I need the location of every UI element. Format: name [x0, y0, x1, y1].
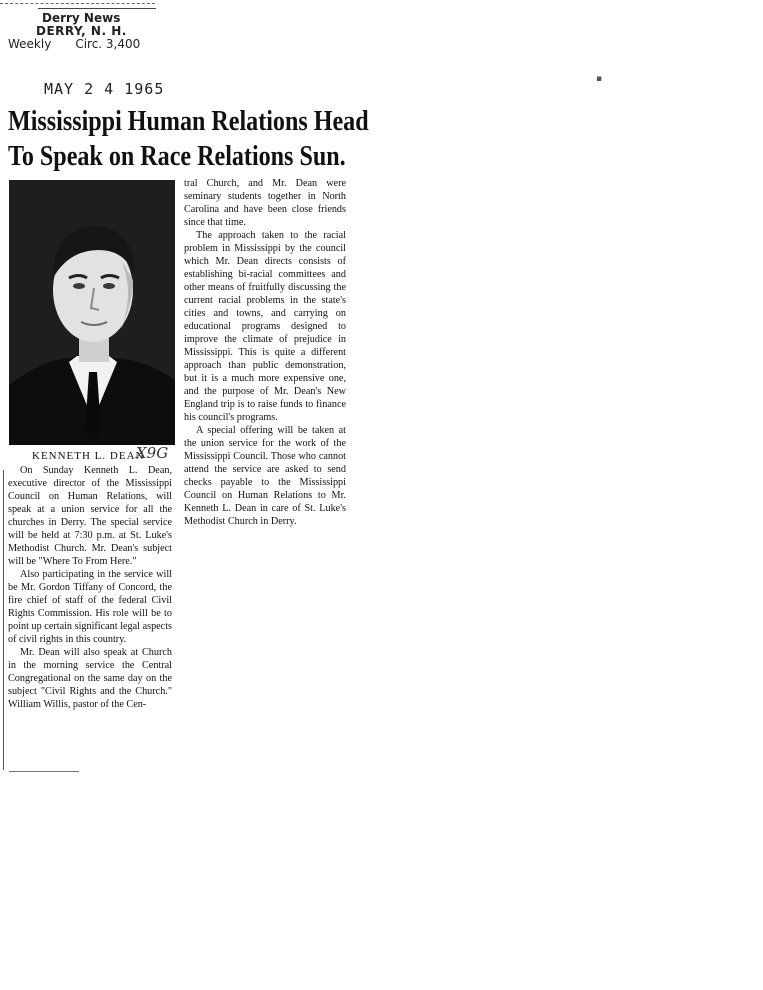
article-column-1 [8, 464, 172, 711]
handwritten-annotation: X9G [136, 444, 169, 462]
top-solid-rule [38, 8, 156, 9]
scan-speck: ▪ [596, 74, 603, 84]
newspaper-city: DERRY, N. H. [36, 24, 127, 38]
clipping-masthead [8, 12, 140, 51]
bottom-clip-edge [9, 771, 79, 772]
photo-caption: KENNETH L. DEAN [32, 450, 145, 462]
newspaper-meta [8, 38, 140, 51]
article-paragraph: Mr. Dean will also speak at Church in the morning service the Central Congregational on the same day on the subject "Civil Rights and the Church." William Willis, pastor of the Cen- [8, 647, 172, 710]
article-column-2 [184, 177, 346, 528]
article-paragraph: The approach taken to the racial problem in Mississippi by the council which Mr. Dean directs consists of establishing bi-racial committees and other means of fruitfully discussing the current racial problems in the state's cities and towns, and carrying on educational programs designed to improve the climate of prejudice in Mississippi. This is quite a different approach than public demonstration, but it is a much more expensive one, and the purpose of Mr. Dean's New England trip is to raise funds to finance his council's programs. [184, 230, 346, 423]
portrait-illustration [9, 180, 175, 445]
newspaper-frequency: Weekly [8, 37, 52, 51]
newspaper-name: Derry News [42, 11, 121, 25]
left-clip-edge [3, 470, 4, 770]
newspaper-circulation: Circ. 3,400 [75, 37, 141, 51]
headline-line-2: To Speak on Race Relations Sun. [8, 141, 346, 172]
article-paragraph: tral Church, and Mr. Dean were seminary students together in North Carolina and have been close friends since that time. [184, 178, 346, 228]
article-paragraph: A special offering will be taken at the union service for the work of the Mississippi Council. Those who cannot attend the service are asked to send checks payable to the Mississippi Council on Human Relations to Mr. Kenneth L. Dean in care of St. Luke's Methodist Church in Derry. [184, 425, 346, 527]
article-paragraph: Also participating in the service will be Mr. Gordon Tiffany of Concord, the fire chief of staff of the federal Civil Rights Commission. His role will be to point up certain significant legal aspects of civil rights in this country. [8, 569, 172, 645]
article-headline [8, 104, 369, 174]
date-stamp: MAY 2 4 1965 [44, 80, 165, 98]
article-paragraph: On Sunday Kenneth L. Dean, executive director of the Mississippi Council on Human Relations, will speak at a union service for all the churches in Derry. The special service will be held at 7:30 p.m. at St. Luke's Methodist Church. Mr. Dean's subject will be "Where To From Here." [8, 465, 172, 567]
headline-line-1: Mississippi Human Relations Head [8, 106, 369, 137]
portrait-photo [9, 180, 175, 445]
top-dashed-rule [0, 3, 155, 4]
